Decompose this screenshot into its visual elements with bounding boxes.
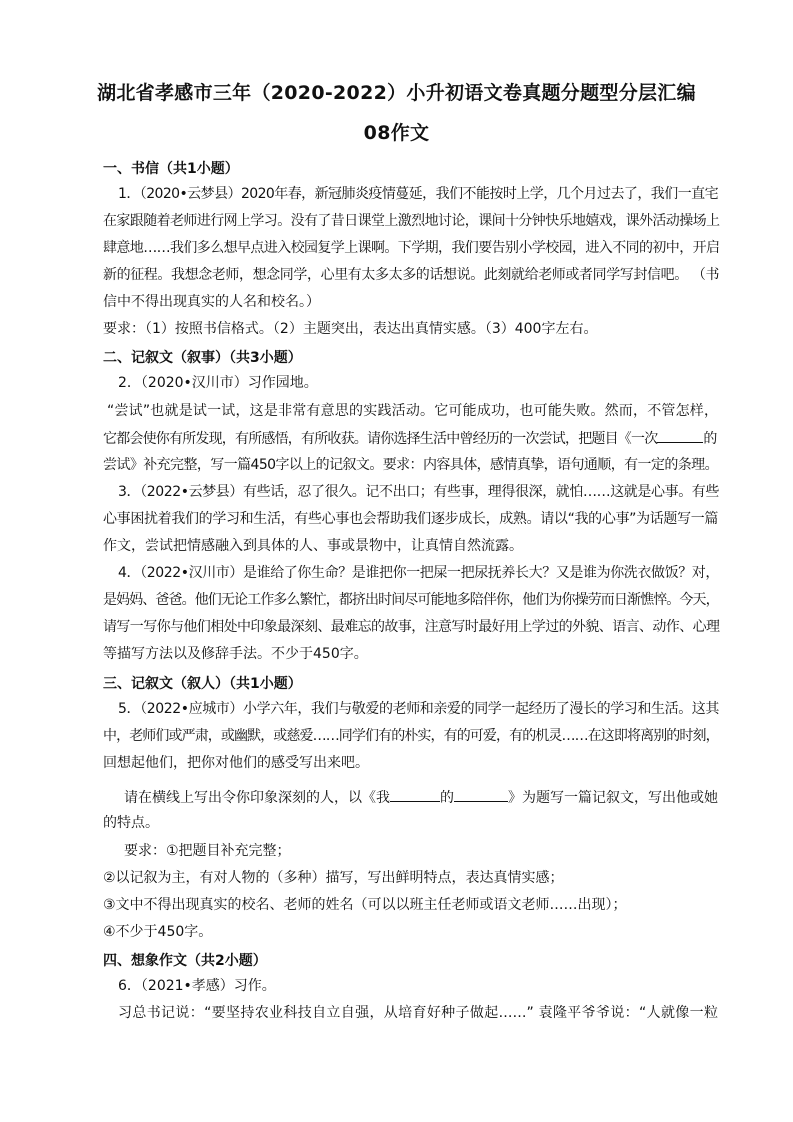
q5-line-4-text: 请在横线上写出令你印象深刻的人，以《我 — [124, 790, 390, 806]
q5-line-2: 中，老师们或严肃，或幽默，或慈爱……同学们有的朴实，有的可爱，有的机灵……在这即将离别的时刻， — [103, 728, 719, 744]
q5-line-3: 回想起他们，把你对他们的感受写出来吧。 — [103, 755, 369, 771]
q5-line-4 — [124, 787, 718, 808]
q6-line-1: 6．（2021•孝感）习作。 — [118, 978, 276, 994]
q1-line-3: 肆意地……我们多么想早点进入校园复学上课啊。下学期，我们要告别小学校园，进入不同的初中，开启 — [103, 240, 720, 256]
q2-line-3-end: 的 — [703, 431, 717, 447]
q1-line-5: 信中不得出现真实的人名和校名。） — [103, 294, 320, 310]
q1-line-4: 新的征程。我想念老师，想念同学，心里有太多太多的话想说。此刻就给老师或者同学写封信吧。 （书 — [103, 267, 720, 283]
document-title: 湖北省孝感市三年（2020-2022）小升初语文卷真题分题型分层汇编 — [97, 82, 696, 104]
q5-line-5: 的特点。 — [103, 815, 159, 831]
q5-line-4-mid: 的 — [440, 790, 454, 806]
q3-line-2: 心事困扰着我们的学习和生活，有些心事也会帮助我们逐步成长，成熟。请以“我的心事”为话题写一篇 — [103, 511, 718, 527]
q5-requirement-4: ④不少于450字。 — [103, 924, 213, 940]
section-heading-narrative-event: 二、记叙文（叙事）（共3小题） — [103, 350, 302, 366]
q2-line-2: “尝试”也就是试一试，这是非常有意思的实践活动。它可能成功，也可能失败。然而，不管怎样， — [107, 403, 718, 419]
q3-line-1: 3．（2022•云梦县）有些话，忍了很久。记不出口；有些事，理得很深，就怕……这就是心事。有些 — [118, 484, 719, 500]
q2-line-1: 2．（2020•汉川市）习作园地。 — [118, 375, 318, 391]
q2-line-3 — [103, 428, 718, 449]
q2-title-blank — [657, 428, 703, 443]
q4-line-3: 请写一写你与他们相处中印象最深刻、最难忘的故事，注意写时最好用上学过的外貌、语言、动作、心理 — [103, 619, 720, 635]
q1-requirements: 要求：（1）按照书信格式。（2）主题突出，表达出真情实感。（3）400字左右。 — [103, 321, 598, 337]
q3-line-3: 作文，尝试把情感融入到具体的人、事或景物中，让真情自然流露。 — [103, 538, 523, 554]
q4-line-4: 等描写方法以及修辞手法。不少于450字。 — [103, 646, 368, 662]
q4-line-1: 4．（2022•汉川市）是谁给了你生命？是谁把你一把屎一把尿抚养长大？又是谁为你洗衣做饭？对， — [118, 565, 719, 581]
q5-requirement-2: ②以记叙为主，有对人物的（多种）描写，写出鲜明特点，表达真情实感； — [103, 870, 564, 886]
q5-line-4-end: 》为题写一篇记叙文，写出他或她 — [508, 790, 718, 806]
q5-title-blank-2 — [454, 787, 508, 802]
q2-line-4: 尝试》补充完整，写一篇450字以上的记叙文。要求：内容具体，感情真挚，语句通顺，有一定的条理。 — [103, 457, 718, 473]
q5-title-blank-1 — [390, 787, 440, 802]
q5-requirement-1: 要求：①把题目补充完整； — [124, 843, 291, 859]
document-subtitle: 08作文 — [363, 122, 430, 144]
section-heading-letter: 一、书信（共1小题） — [103, 161, 239, 177]
q6-line-2: 习总书记说：“要坚持农业科技自立自强，从培育好种子做起……” 袁隆平爷爷说：“人就像一粒 — [118, 1005, 718, 1021]
section-heading-narrative-person: 三、记叙文（叙人）（共1小题） — [103, 676, 302, 692]
q1-line-2: 在家跟随着老师进行网上学习。没有了昔日课堂上激烈地讨论，课间十分钟快乐地嬉戏，课外活动操场上 — [103, 213, 720, 229]
q1-line-1: 1．（2020•云梦县）2020年春，新冠肺炎疫情蔓延，我们不能按时上学，几个月过去了，我们一直宅 — [118, 186, 718, 202]
q5-line-1: 5．（2022•应城市）小学六年，我们与敬爱的老师和亲爱的同学一起经历了漫长的学习和生活。这其 — [118, 701, 719, 717]
section-heading-imaginative: 四、想象作文（共2小题） — [103, 953, 267, 969]
q5-requirement-3: ③文中不得出现真实的校名、老师的姓名（可以以班主任老师或语文老师……出现）； — [103, 897, 627, 913]
q4-line-2: 是妈妈、爸爸。他们无论工作多么繁忙，都挤出时间尽可能地多陪伴你，他们为你操劳而日渐憔悴。今天， — [103, 592, 719, 608]
q2-line-3-text: 它都会使你有所发现，有所感悟，有所收获。请你选择生活中曾经历的一次尝试，把题目《一次 — [103, 431, 658, 447]
